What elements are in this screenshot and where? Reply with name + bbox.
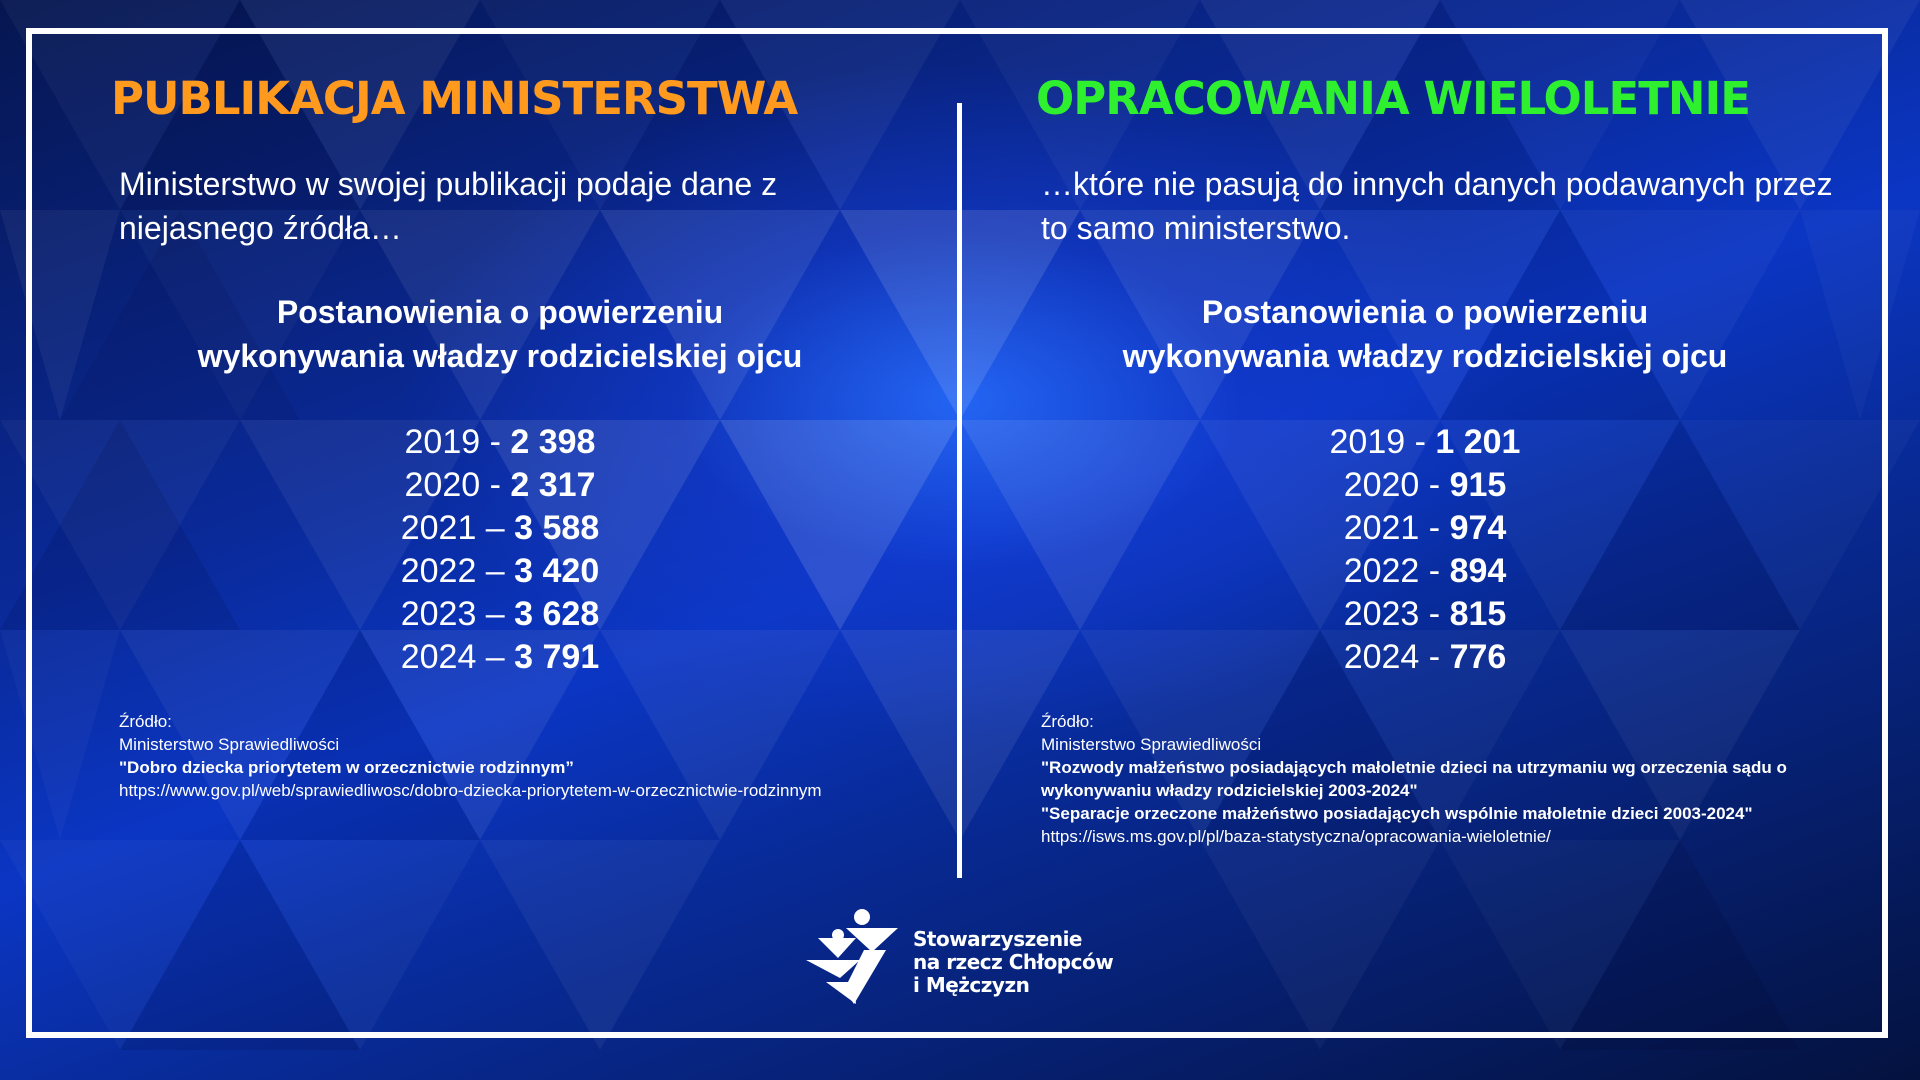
right-heading: OPRACOWANIA WIELOLETNIE xyxy=(1036,72,1751,125)
logo-text xyxy=(913,928,1193,997)
row-separator: - xyxy=(480,466,511,504)
logo-line-3: i Mężczyzn xyxy=(913,973,1030,997)
row-year: 2019 xyxy=(1329,423,1406,461)
value-row xyxy=(300,636,700,679)
row-separator: – xyxy=(476,552,515,590)
row-year: 2024 xyxy=(400,638,477,676)
right-intro: …które nie pasują do innych danych podawanych przez to samo ministerstwo. xyxy=(1041,166,1833,246)
row-value: 3 420 xyxy=(514,552,600,590)
source-url: https://isws.ms.gov.pl/pl/baza-statystyczna/opracowania-wieloletnie/ xyxy=(1041,827,1551,846)
left-values-list xyxy=(300,421,700,679)
left-subtitle-line2: wykonywania władzy rodzicielskiej ojcu xyxy=(197,338,803,374)
row-separator: - xyxy=(1419,595,1450,633)
value-row xyxy=(1225,464,1625,507)
row-separator: - xyxy=(1419,638,1450,676)
source-org: Ministerstwo Sprawiedliwości xyxy=(1041,735,1262,754)
row-value: 1 201 xyxy=(1435,423,1521,461)
organization-logo xyxy=(806,908,1186,1004)
row-value: 2 398 xyxy=(510,423,596,461)
value-row xyxy=(300,550,700,593)
row-year: 2024 xyxy=(1343,638,1420,676)
row-year: 2021 xyxy=(1343,509,1420,547)
value-row xyxy=(300,464,700,507)
row-value: 3 588 xyxy=(514,509,600,547)
row-separator: - xyxy=(1419,552,1450,590)
row-value: 915 xyxy=(1449,466,1507,504)
row-value: 974 xyxy=(1449,509,1507,547)
left-intro: Ministerstwo w swojej publikacji podaje dane z niejasnego źródła… xyxy=(119,166,778,246)
row-value: 894 xyxy=(1449,552,1507,590)
row-separator: – xyxy=(476,595,515,633)
value-row xyxy=(1225,593,1625,636)
value-row xyxy=(1225,550,1625,593)
source-title: "Dobro dziecka priorytetem w orzecznictwie rodzinnym” xyxy=(119,758,574,777)
logo-figures-icon xyxy=(806,908,900,1004)
row-year: 2020 xyxy=(1343,466,1420,504)
row-year: 2021 xyxy=(400,509,477,547)
row-year: 2020 xyxy=(404,466,481,504)
right-subtitle xyxy=(1005,290,1845,378)
row-year: 2023 xyxy=(400,595,477,633)
row-separator: - xyxy=(1419,466,1450,504)
source-title-2: "Separacje orzeczone małżeństwo posiadających wspólnie małoletnie dzieci 2003-2024" xyxy=(1041,804,1753,823)
row-separator: - xyxy=(480,423,511,461)
left-subtitle-line1: Postanowienia o powierzeniu xyxy=(276,294,724,330)
logo-line-2: na rzecz Chłopców xyxy=(913,950,1114,974)
row-separator: – xyxy=(476,638,515,676)
right-subtitle-line1: Postanowienia o powierzeniu xyxy=(1201,294,1649,330)
row-year: 2022 xyxy=(400,552,477,590)
right-values-list xyxy=(1225,421,1625,679)
value-row xyxy=(1225,636,1625,679)
logo-line-1: Stowarzyszenie xyxy=(913,927,1082,951)
row-separator: - xyxy=(1419,509,1450,547)
source-url: https://www.gov.pl/web/sprawiedliwosc/dobro-dziecka-priorytetem-w-orzecznictwie-rodzinnym xyxy=(119,781,822,800)
source-title-1: "Rozwody małżeństwo posiadających małoletnie dzieci na utrzymaniu wg orzeczenia sądu o wykonywaniu władzy rodzicielskiej 2003-2024" xyxy=(1041,758,1787,800)
value-row xyxy=(1225,507,1625,550)
source-label: Źródło: xyxy=(119,712,172,731)
row-value: 3 791 xyxy=(514,638,600,676)
column-divider xyxy=(957,103,962,878)
left-heading: PUBLIKACJA MINISTERSTWA xyxy=(111,72,798,125)
row-value: 815 xyxy=(1449,595,1507,633)
right-source xyxy=(1041,710,1841,848)
left-subtitle xyxy=(120,290,880,378)
value-row xyxy=(1225,421,1625,464)
left-source xyxy=(119,710,859,802)
right-subtitle-line2: wykonywania władzy rodzicielskiej ojcu xyxy=(1122,338,1728,374)
source-label: Źródło: xyxy=(1041,712,1094,731)
row-year: 2023 xyxy=(1343,595,1420,633)
row-year: 2022 xyxy=(1343,552,1420,590)
row-value: 2 317 xyxy=(510,466,596,504)
value-row xyxy=(300,507,700,550)
row-value: 3 628 xyxy=(514,595,600,633)
value-row xyxy=(300,421,700,464)
value-row xyxy=(300,593,700,636)
row-year: 2019 xyxy=(404,423,481,461)
source-org: Ministerstwo Sprawiedliwości xyxy=(119,735,340,754)
row-separator: – xyxy=(476,509,515,547)
row-separator: - xyxy=(1405,423,1436,461)
row-value: 776 xyxy=(1449,638,1507,676)
